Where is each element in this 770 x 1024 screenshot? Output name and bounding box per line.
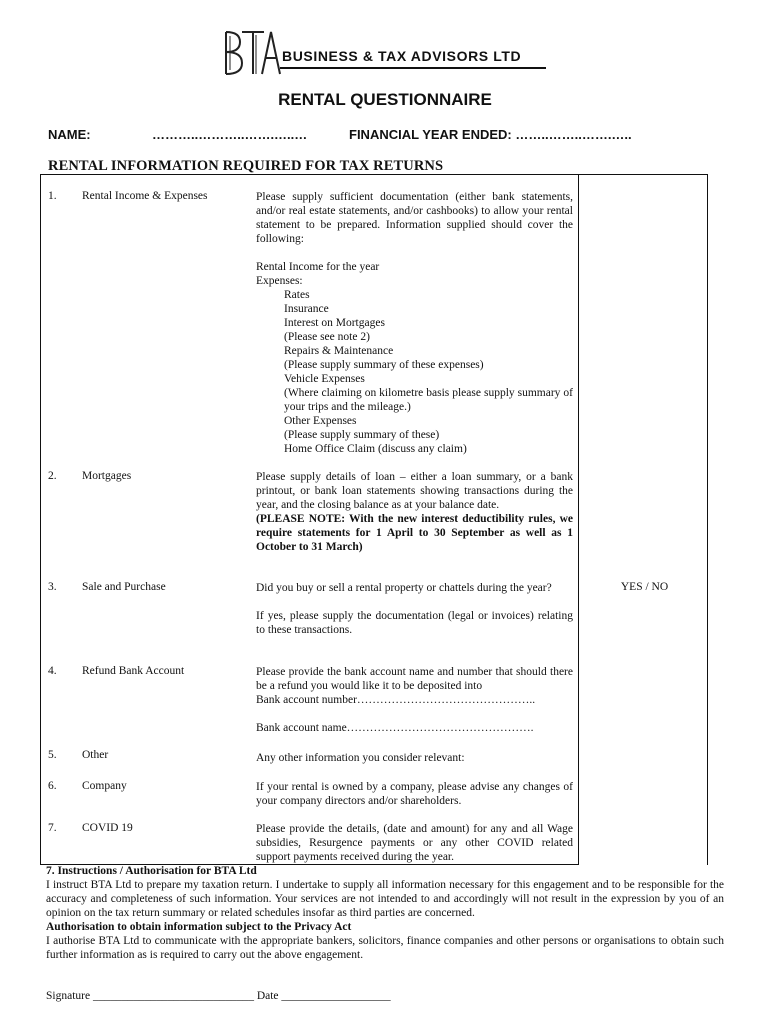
instructions-heading: 7. Instructions / Authorisation for BTA Ltd	[46, 865, 257, 877]
list-item: Home Office Claim (discuss any claim)	[284, 443, 467, 455]
yes-no-answer[interactable]: YES / NO	[620, 581, 669, 593]
bta-logo-mark	[222, 26, 282, 78]
row-number: 6.	[48, 780, 57, 792]
list-item: Rates	[284, 289, 310, 301]
row-description	[256, 581, 573, 637]
list-item: (Please supply summary of these expenses)	[284, 359, 484, 371]
row-description	[256, 751, 573, 765]
row-description	[256, 190, 573, 456]
row-description	[256, 822, 573, 864]
row-number: 3.	[48, 581, 57, 593]
description-paragraph: Any other information you consider relevant:	[256, 752, 465, 764]
expense-list	[256, 288, 573, 456]
list-item: Insurance	[284, 303, 329, 315]
logo-underline	[280, 67, 546, 69]
list-item: (Please see note 2)	[284, 331, 370, 343]
financial-year-field[interactable]: FINANCIAL YEAR ENDED: ……..……..…….…..	[349, 127, 632, 142]
interest-deductibility-note: (PLEASE NOTE: With the new interest deductibility rules, we require statements for 1 April to 30 September as well as 1 October to 31 March)	[256, 513, 573, 553]
row-item-label: Company	[82, 780, 127, 792]
list-item: Interest on Mortgages	[284, 317, 385, 329]
row-number: 5.	[48, 749, 57, 761]
row-number: 7.	[48, 822, 57, 834]
bank-account-name-field[interactable]: Bank account name………………………………………….	[256, 722, 534, 734]
table-column-divider	[578, 174, 579, 865]
authorisation-paragraph: I authorise BTA Ltd to communicate with the appropriate bankers, solicitors, finance companies and other persons or organisations to obtain such further information as is required to carry out the above engagement.	[46, 935, 724, 961]
row-description	[256, 665, 573, 735]
description-paragraph: Please provide the details, (date and amount) for any and all Wage subsidies, Resurgence payments or any other COVID related support payments received during the year.	[256, 823, 573, 863]
row-item-label: Rental Income & Expenses	[82, 190, 208, 202]
instructions-section	[46, 864, 724, 962]
name-label: NAME:	[48, 127, 91, 142]
description-paragraph: Did you buy or sell a rental property or chattels during the year?	[256, 582, 552, 594]
table-top-border	[40, 174, 708, 175]
row-item-label: COVID 19	[82, 822, 133, 834]
description-paragraph: Please supply details of loan – either a loan summary, or a bank printout, or bank loan statements showing transactions during the year, and the closing balance as at your balance date.	[256, 471, 573, 511]
description-paragraph: Please supply sufficient documentation (either bank statements, and/or real estate statements, and/or cashbooks) to allow your rental statement to be prepared. Information supplied should cover the following:	[256, 191, 573, 245]
list-item: (Please supply summary of these)	[284, 429, 440, 441]
row-item-label: Other	[82, 749, 109, 761]
list-item: (Where claiming on kilometre basis please supply summary of your trips and the mileage.)	[284, 387, 573, 413]
list-heading: Expenses:	[256, 275, 303, 287]
section-heading: RENTAL INFORMATION REQUIRED FOR TAX RETURNS	[48, 158, 444, 174]
company-logo	[222, 26, 552, 78]
list-item: Repairs & Maintenance	[284, 345, 394, 357]
table-right-border	[707, 174, 708, 865]
name-field[interactable]: ………..………..…….…..…	[152, 127, 308, 142]
row-description	[256, 780, 573, 808]
description-paragraph: Please provide the bank account name and number that should there be a refund you would like it to be deposited into	[256, 666, 573, 692]
list-heading: Rental Income for the year	[256, 261, 380, 273]
page-title: RENTAL QUESTIONNAIRE	[278, 90, 492, 109]
table-left-border	[40, 174, 41, 865]
row-description	[256, 470, 573, 554]
row-item-label: Mortgages	[82, 470, 132, 482]
company-name: BUSINESS & TAX ADVISORS LTD	[282, 48, 522, 64]
description-paragraph: If your rental is owned by a company, please advise any changes of your company directors and/or shareholders.	[256, 781, 573, 807]
instructions-paragraph: I instruct BTA Ltd to prepare my taxation return. I undertake to supply all information necessary for this engagement and to be responsible for the accuracy and completeness of such information. Your services are not intended to and accordingly will not result in the expression by you of an opinion on the tax return summary or related schedules insofar as third parties are concerned.	[46, 879, 724, 919]
row-item-label: Refund Bank Account	[82, 665, 185, 677]
row-number: 4.	[48, 665, 57, 677]
row-number: 2.	[48, 470, 57, 482]
privacy-act-heading: Authorisation to obtain information subject to the Privacy Act	[46, 921, 352, 933]
list-item: Other Expenses	[284, 415, 357, 427]
description-paragraph: If yes, please supply the documentation (legal or invoices) relating to these transactions.	[256, 610, 573, 636]
bank-account-number-field[interactable]: Bank account number………………………………………..	[256, 694, 536, 706]
list-item: Vehicle Expenses	[284, 373, 365, 385]
row-number: 1.	[48, 190, 57, 202]
row-item-label: Sale and Purchase	[82, 581, 166, 593]
signature-date-line[interactable]: Signature ____________________________ Date ___________________	[46, 990, 391, 1002]
